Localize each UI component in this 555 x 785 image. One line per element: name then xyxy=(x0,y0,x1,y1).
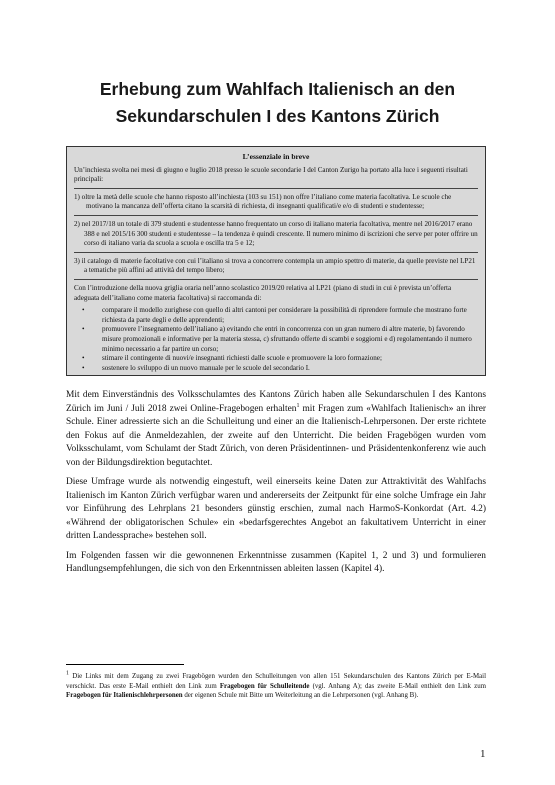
recommendation-text: stimare il contingente di nuovi/e insegnanti richiesti dalle scuole e promuovere la loro formazione; xyxy=(102,354,382,363)
title-line-1: Erhebung zum Wahlfach Italienisch an den xyxy=(99,79,456,99)
footnote-link-lehrpersonen: Fragebogen für Italienischlehrpersonen xyxy=(66,692,183,699)
recommendation-list xyxy=(74,306,478,373)
summary-heading: L’essenziale in breve xyxy=(242,152,310,161)
summary-recommendation-intro: Con l’introduzione della nuova griglia oraria nell’anno scolastico 2019/20 relativa al LP21 (piano di studi in cui è prevista un’offerta adeguata dell’italiano come materia facoltativa) si raccomanda di: xyxy=(74,283,452,302)
recommendation-text: comparare il modello zurighese con quello di altri cantoni per considerare la possibilità di riprendere formule che mostrano forte richiesta da parte degli e delle apprendenti; xyxy=(102,306,467,324)
title-line-2: Sekundarschulen I des Kantons Zürich xyxy=(115,106,440,126)
summary-point-2: 2) nel 2017/18 un totale di 379 studenti e studentesse hanno frequentato un corso di italiano materia facoltativa, mentre nel 2016/2017 erano 388 e nel 2015/16 300 studenti e studentesse – la tendenza è quindi crescente. Il numero minimo di iscrizioni che serve per poter offrire un corso di italiano varia da scuola a scuola e oscilla tra 5 e 12; xyxy=(74,219,478,248)
body-paragraph-1-text-a: Mit dem Einverständnis des Volksschulamtes des Kantons Zürich haben alle Sekundarschulen I des Kantons Zürich im Juni / Juli 2018 zwei Online-Fragebogen erhalten xyxy=(66,390,486,414)
footnote-marker: 1 xyxy=(66,670,69,677)
list-item xyxy=(74,306,478,325)
summary-divider xyxy=(74,252,478,253)
summary-divider xyxy=(74,279,478,280)
list-item xyxy=(74,354,478,364)
body-paragraph-1-text-b: mit Fragen zum «Wahlfach Italienisch» an ihrer Schule. Einer adressierte sich an die Schulleitung und einer an die Italienisch-Lehrpersonen. Der erste richtete den Fokus auf die Anmeldezahlen, der zweite auf den Unterricht. Die beiden Fragebögen wurden vom Volksschulamt, vom Schulamt der Stadt Zürich, von deren Präsidentinnen- und Präsidentenkonferenz wie auch von der Bildungsdirektion begutachtet. xyxy=(66,403,486,468)
page-number: 1 xyxy=(480,748,486,760)
summary-divider xyxy=(74,188,478,189)
footnote-text-c: der eigenen Schule mit Bitte um Weiterleitung an die Lehrpersonen (vgl. Anhang B). xyxy=(182,692,419,699)
list-item xyxy=(74,325,478,354)
recommendation-text: promuovere l’insegnamento dell’italiano a) evitando che entri in concorrenza con un gran numero di altre materie, b) favorendo misure promozionali e informative per la materia stessa, c) sfruttando offerte di scambi e soggiorni e d) regolamentando il numero minimo necessario a far partire un corso; xyxy=(102,325,472,353)
body-paragraph-3: Im Folgenden fassen wir die gewonnenen Erkenntnisse zusammen (Kapitel 1, 2 und 3) und formulieren Handlungsempfehlungen, die sich von den Erkenntnissen ableiten lassen (Kapitel 4). xyxy=(66,550,486,574)
summary-point-3: 3) il catalogo di materie facoltative con cui l’italiano si trova a concorrere contempla un ampio spettro di materie, da quelle previste nel LP21 a tematiche più affini ad attività del tempo libero; xyxy=(74,256,476,275)
summary-intro: Un’inchiesta svolta nei mesi di giugno e luglio 2018 presso le scuole secondarie I del Canton Zurigo ha portato alla luce i seguenti risultati principali: xyxy=(74,165,468,184)
footnote-text-a: Die Links mit dem Zugang zu zwei Fragebögen wurden den Schulleitungen von allen 151 Sekundarschulen des Kantons Zürich per E-Mail verschickt. Das erste E-Mail enthielt den Link zum xyxy=(66,673,486,690)
footnote-link-schulleitende: Fragebogen für Schulleitende xyxy=(219,682,310,690)
list-item xyxy=(74,364,478,374)
footnote-separator xyxy=(66,664,184,665)
bullet-icon: • xyxy=(82,363,85,372)
summary-box xyxy=(66,146,486,376)
recommendation-text: sostenere lo sviluppo di un nuovo manuale per le scuole del secondario I. xyxy=(102,363,310,372)
document-title xyxy=(40,76,515,130)
body-paragraph-2: Diese Umfrage wurde als notwendig eingestuft, weil einerseits keine Daten zur Attraktivität des Wahlfachs Italienisch im Kanton Zürich verfügbar waren und andererseits der Zeitpunkt für eine solche Umfrage ein Jahr vor Einführung des Lehrplans 21 besonders günstig erschien, zumal nach HarmoS-Konkordat (Art. 4.2) «Während der obligatorischen Schule» ein «bedarfsgerechtes Angebot an fakultativem Unterricht in einer dritten Landessprache» bestehen soll. xyxy=(66,477,486,541)
summary-point-1: 1) oltre la metà delle scuole che hanno risposto all’inchiesta (103 su 151) non offre l’italiano come materia facoltativa. Le scuole che motivano la mancanza dell’offerta citano la scarsità di richiesta, di insegnanti qualificati/e e/o di studenti e studentesse; xyxy=(74,192,452,211)
bullet-icon: • xyxy=(82,354,85,363)
main-body xyxy=(66,389,486,583)
summary-divider xyxy=(74,215,478,216)
bullet-icon: • xyxy=(82,325,85,334)
body-paragraph-1 xyxy=(66,389,486,470)
footnote-reference[interactable]: 1 xyxy=(296,402,300,409)
bullet-icon: • xyxy=(82,306,85,315)
footnote-text-b: (vgl. Anhang A); das zweite E-Mail enthielt den Link zum xyxy=(309,682,486,690)
footnote xyxy=(66,672,486,701)
